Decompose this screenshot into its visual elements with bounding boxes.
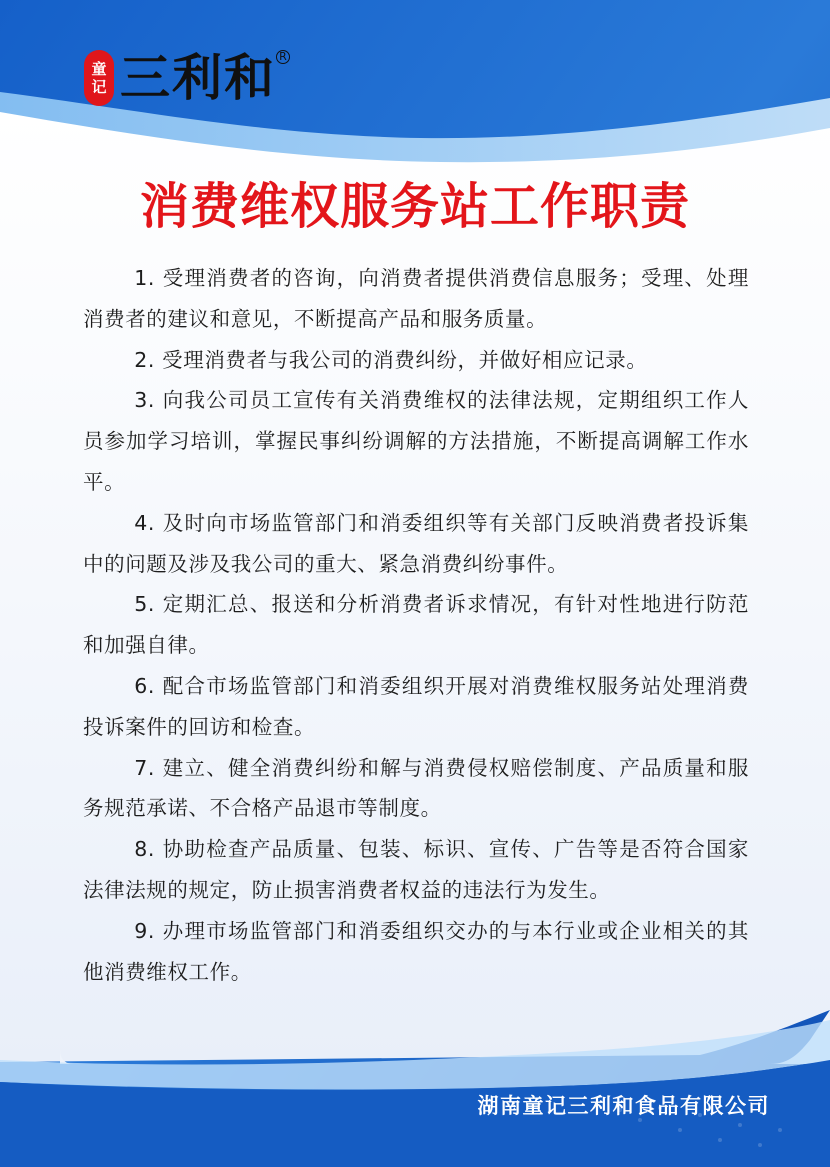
brand-name: 三利和 (120, 49, 276, 107)
page-title: 消费维权服务站工作职责 (139, 178, 690, 235)
duty-item-6: 6. 配合市场监管部门和消委组织开展对消费维权服务站处理消费投诉案件的回访和检查。 (83, 673, 749, 739)
duty-item-8: 8. 协助检查产品质量、包装、标识、宣传、广告等是否符合国家法律法规的规定，防止损害消费者权益的违法行为发生。 (83, 837, 749, 902)
duty-item-1: 1. 受理消费者的咨询，向消费者提供消费信息服务；受理、处理消费者的建议和意见，不断提高产品和服务质量。 (83, 266, 749, 331)
duty-item-2: 2. 受理消费者与我公司的消费纠纷，并做好相应记录。 (134, 347, 648, 372)
duty-item-3: 3. 向我公司员工宣传有关消费维权的法律法规，定期组织工作人员参加学习培训，掌握民事纠纷调解的方法措施，不断提高调解工作水平。 (83, 388, 749, 494)
duty-item-5: 5. 定期汇总、报送和分析消费者诉求情况，有针对性地进行防范和加强自律。 (83, 592, 749, 658)
duty-item-7: 7. 建立、健全消费纠纷和解与消费侵权赔偿制度、产品质量和服务规范承诺、不合格产品退市等制度。 (83, 755, 749, 821)
brand-logo (84, 48, 287, 108)
brand-seal-char-2: 记 (91, 78, 107, 96)
brand-name-wrap (114, 48, 287, 108)
duty-item-9: 9. 办理市场监管部门和消委组织交办的与本行业或企业相关的其他消费维权工作。 (83, 918, 749, 984)
duties-list (83, 258, 749, 992)
brand-seal (84, 50, 114, 106)
registered-mark: R (276, 50, 290, 64)
duty-item-4: 4. 及时向市场监管部门和消委组织等有关部门反映消费者投诉集中的问题及涉及我公司的重大、紧急消费纠纷事件。 (83, 510, 749, 576)
brand-seal-char-1: 童 (91, 60, 107, 78)
footer-company-name: 湖南童记三利和食品有限公司 (477, 1094, 770, 1118)
